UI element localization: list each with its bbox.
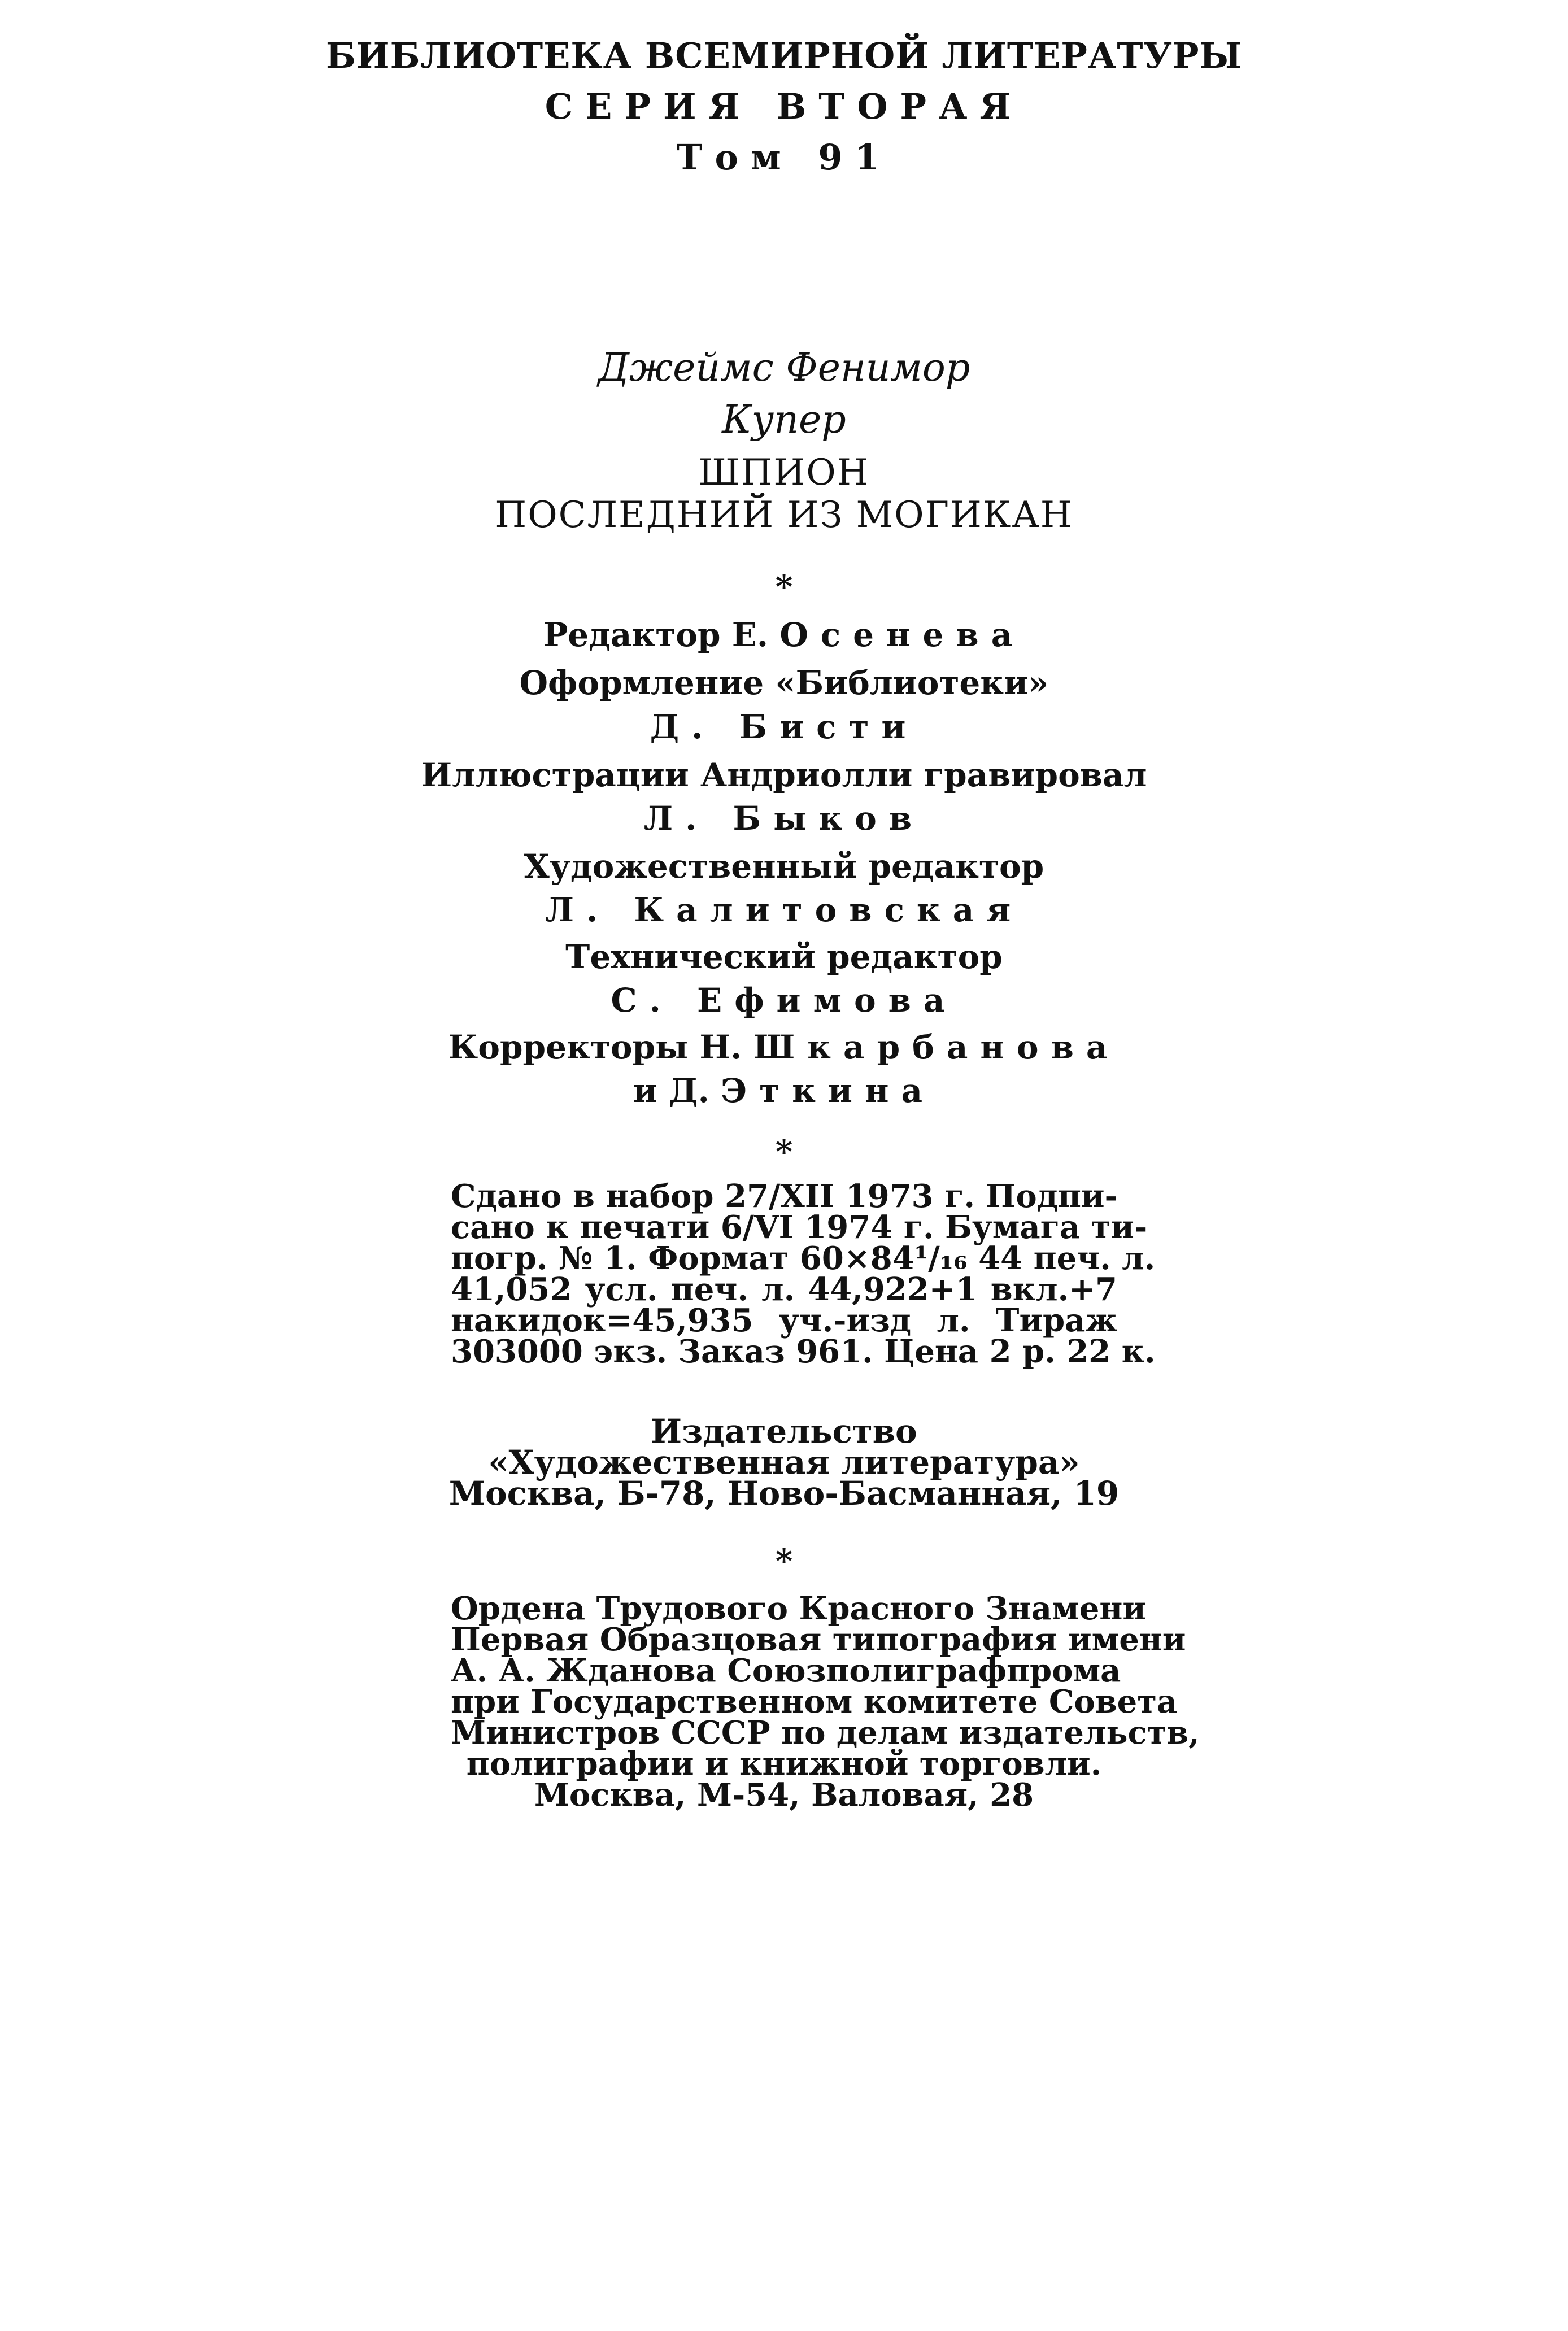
author-line-1: Джеймс Фенимор — [598, 346, 970, 390]
correctors-credit-2 — [0, 1071, 1568, 1110]
corrector-name-2: Эткина — [721, 1071, 935, 1110]
series-title: БИБЛИОТЕКА ВСЕМИРНОЙ ЛИТЕРАТУРЫ — [326, 35, 1242, 76]
corrector-name-1: Шкарбанова — [753, 1028, 1120, 1066]
illustration-name: Л. Быков — [643, 799, 925, 838]
volume-number: Том 91 — [676, 137, 892, 178]
print-info-block — [451, 1178, 1156, 1384]
print-info-line: сано к печати 6/VI 1974 г. Бумага ти- — [451, 1209, 1148, 1246]
printer-info-line: А. А. Жданова Союзполиграфпрома — [451, 1652, 1121, 1689]
tech-editor-role: Технический редактор — [565, 938, 1003, 976]
printer-info-line: Ордена Трудового Красного Знамени — [451, 1590, 1146, 1627]
book-title-1: ШПИОН — [698, 452, 870, 494]
publisher-label: Издательство — [651, 1412, 917, 1450]
correctors-conjunction: и Д. — [633, 1071, 709, 1110]
book-title-2: ПОСЛЕДНИЙ ИЗ МОГИКАН — [495, 494, 1073, 536]
print-info-line: 41,052 усл. печ. л. 44,922+1 вкл.+7 — [451, 1271, 1117, 1308]
printer-info-line: Министров СССР по делам издательств, — [451, 1714, 1200, 1751]
printer-info-line: Первая Образцовая типография имени — [451, 1621, 1186, 1658]
editor-role: Редактор Е. — [543, 616, 769, 654]
separator-star: * — [775, 1132, 793, 1171]
design-name: Д. Бисти — [650, 708, 918, 746]
publisher-address: Москва, Б-78, Ново-Басманная, 19 — [448, 1474, 1120, 1513]
sub-series-title: СЕРИЯ ВТОРАЯ — [545, 86, 1023, 127]
publisher-name: «Художественная литература» — [488, 1443, 1080, 1482]
art-editor-name: Л. Калитовская — [545, 891, 1023, 929]
print-info-line: погр. № 1. Формат 60×84¹/₁₆ 44 печ. л. — [451, 1240, 1156, 1277]
author-line-2: Купер — [722, 398, 846, 442]
separator-star: * — [775, 1542, 793, 1580]
art-editor-role: Художественный редактор — [524, 847, 1044, 886]
print-info-line: накидок=45,935 уч.-изд л. Тираж — [451, 1302, 1117, 1339]
editor-name: Осенева — [779, 616, 1025, 654]
separator-star: * — [775, 568, 793, 606]
printer-address: Москва, М-54, Валовая, 28 — [534, 1776, 1034, 1814]
correctors-credit — [0, 1028, 1568, 1066]
tech-editor-name: С. Ефимова — [611, 981, 957, 1019]
correctors-role: Корректоры Н. — [448, 1028, 742, 1066]
printer-info-line: при Государственном комитете Совета — [451, 1683, 1178, 1720]
printer-info-block — [451, 1590, 1200, 1830]
illustration-role: Иллюстрации Андриолли гравировал — [421, 756, 1147, 794]
printer-info-line: полиграфии и книжной торговли. — [466, 1745, 1102, 1783]
print-info-line: 303000 экз. Заказ 961. Цена 2 р. 22 к. — [451, 1333, 1156, 1370]
editor-credit — [0, 616, 1568, 654]
print-info-line: Сдано в набор 27/XII 1973 г. Подпи- — [451, 1178, 1118, 1215]
design-role: Оформление «Библиотеки» — [519, 664, 1049, 702]
